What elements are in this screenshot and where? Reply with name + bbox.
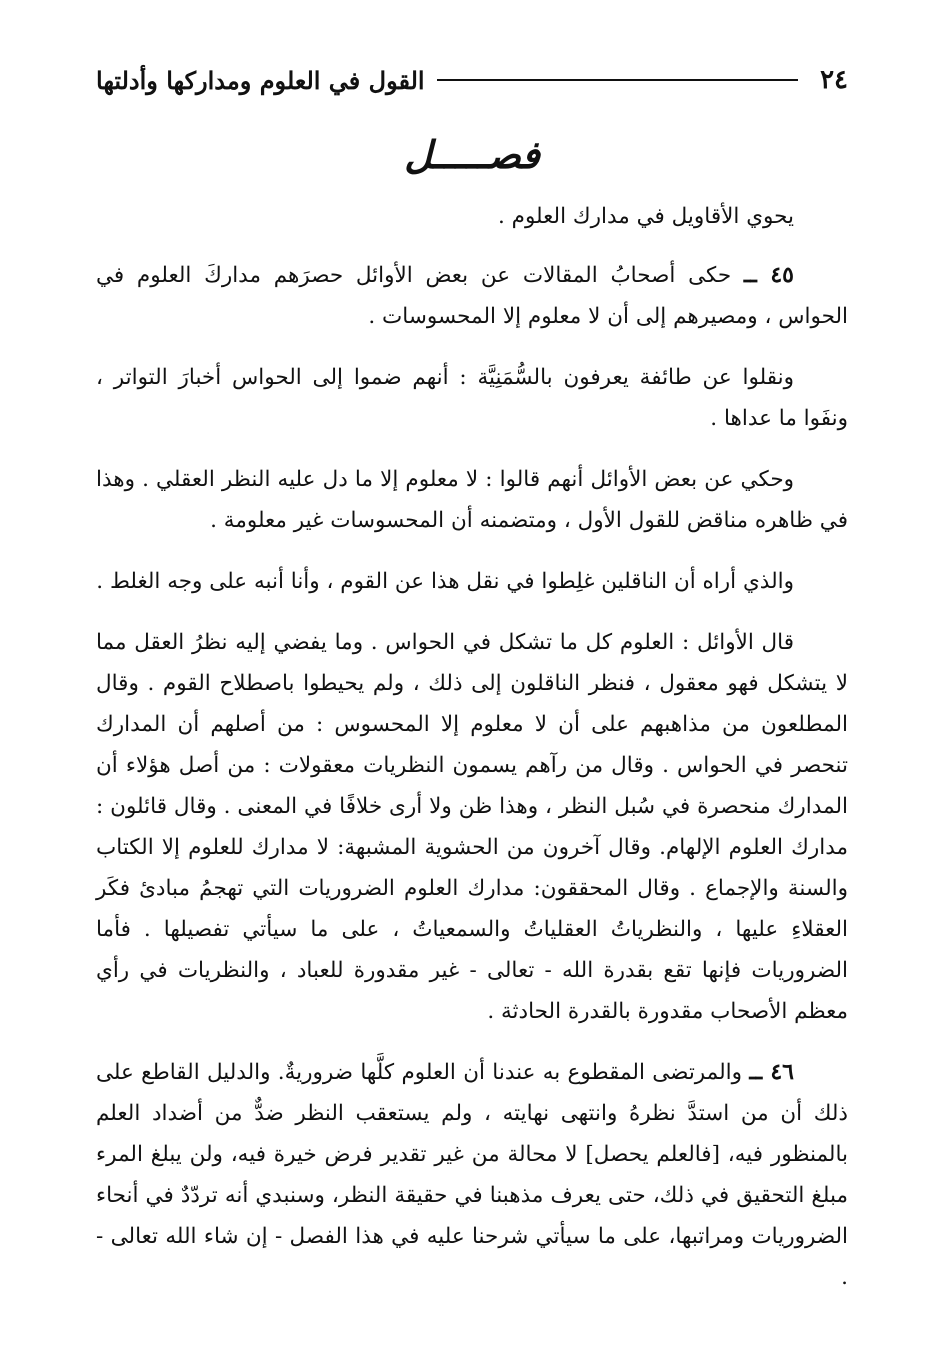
paragraph (96, 459, 848, 541)
paragraph (96, 357, 848, 439)
paragraph-number: ٤٦ ــ (749, 1059, 794, 1085)
paragraph-number: ٤٥ ــ (743, 262, 794, 288)
paragraph (96, 196, 848, 237)
paragraph-text: ونقلوا عن طائفة يعرفون بالسُّمَنِيَّة : أنهم ضموا إلى الحواس أخبارَ التواتر ، ونفَوا ما عداها . (96, 365, 848, 431)
running-title: القول في العلوم ومداركها وأدلتها (96, 65, 425, 95)
section-title: فصـــــل (404, 132, 540, 177)
paragraph-text: والمرتضى المقطوع به عندنا أن العلوم كلَّها ضروريةٌ. والدليل القاطع على ذلك أن من استدَّ نظرهُ وانتهى نهايته ، ولم يستعقب النظر ضدٌّ من أضداد العلم بالمنظور فيه، [فالعلم يحصل] لا محالة من غير تقدير فرض خيرة فيه، ولن يبلغ المرء مبلغ التحقيق في ذلك، حتى يعرف مذهبنا في حقيقة النظر، وسنبدي أنه تردّدٌ في أنحاء الضروريات ومراتبها، على ما سيأتي شرحنا عليه في هذا الفصل - إن شاء الله تعالى - . (96, 1060, 848, 1290)
body-text (96, 196, 848, 1318)
paragraph-text: يحوي الأقاويل في مدارك العلوم . (497, 204, 794, 229)
paragraph (96, 561, 848, 602)
paragraph-text: قال الأوائل : العلوم كل ما تشكل في الحواس . وما يفضي إليه نظرُ العقل مما لا يتشكل فهو معقول ، فنظر الناقلون إلى ذلك ، ولم يحيطوا باصطلاح القوم . وقال المطلعون من مذاهبهم على أن لا معلوم إلا المحسوس : من أصلهم أن المدارك تنحصر في الحواس . وقال من رآهم يسمون النظريات معقولات : من أصل هؤلاء أن المدارك منحصرة في سُبل النظر ، وهذا ظن ولا أرى خلافًا في المعنى . وقال قائلون : مدارك العلوم الإلهام. وقال آخرون من الحشوية المشبهة: لا مدارك للعلوم إلا الكتاب والسنة والإجماع . وقال المحققون: مدارك العلوم الضروريات التي تهجمُ مبادئ فكَر العقلاءِ عليها ، والنظرياتُ العقلياتُ والسمعياتُ ، على ما سيأتي تفصيلها . فأما الضروريات فإنها تقع بقدرة الله - تعالى - غير مقدورة للعباد ، والنظريات في رأي معظم الأصحاب مقدورة بالقدرة الحادثة . (96, 630, 848, 1024)
header-rule (437, 79, 798, 81)
paragraph (96, 622, 848, 1032)
paragraph-text: والذي أراه أن الناقلين غلِطوا في نقل هذا عن القوم ، وأنا أنبه على وجه الغلط . (96, 569, 794, 594)
paragraph (96, 1052, 848, 1298)
paragraph-text: حكى أصحابُ المقالات عن بعض الأوائل حصرَهم مداركَ العلوم في الحواس ، ومصيرهم إلى أن لا معلوم إلا المحسوسات . (96, 263, 848, 329)
page-header (96, 60, 848, 100)
paragraph-text: وحكي عن بعض الأوائل أنهم قالوا : لا معلوم إلا ما دل عليه النظر العقلي . وهذا في ظاهره مناقض للقول الأول ، ومتضمنه أن المحسوسات غير معلومة . (96, 467, 848, 533)
paragraph (96, 255, 848, 337)
page-number: ٢٤ (820, 65, 848, 95)
